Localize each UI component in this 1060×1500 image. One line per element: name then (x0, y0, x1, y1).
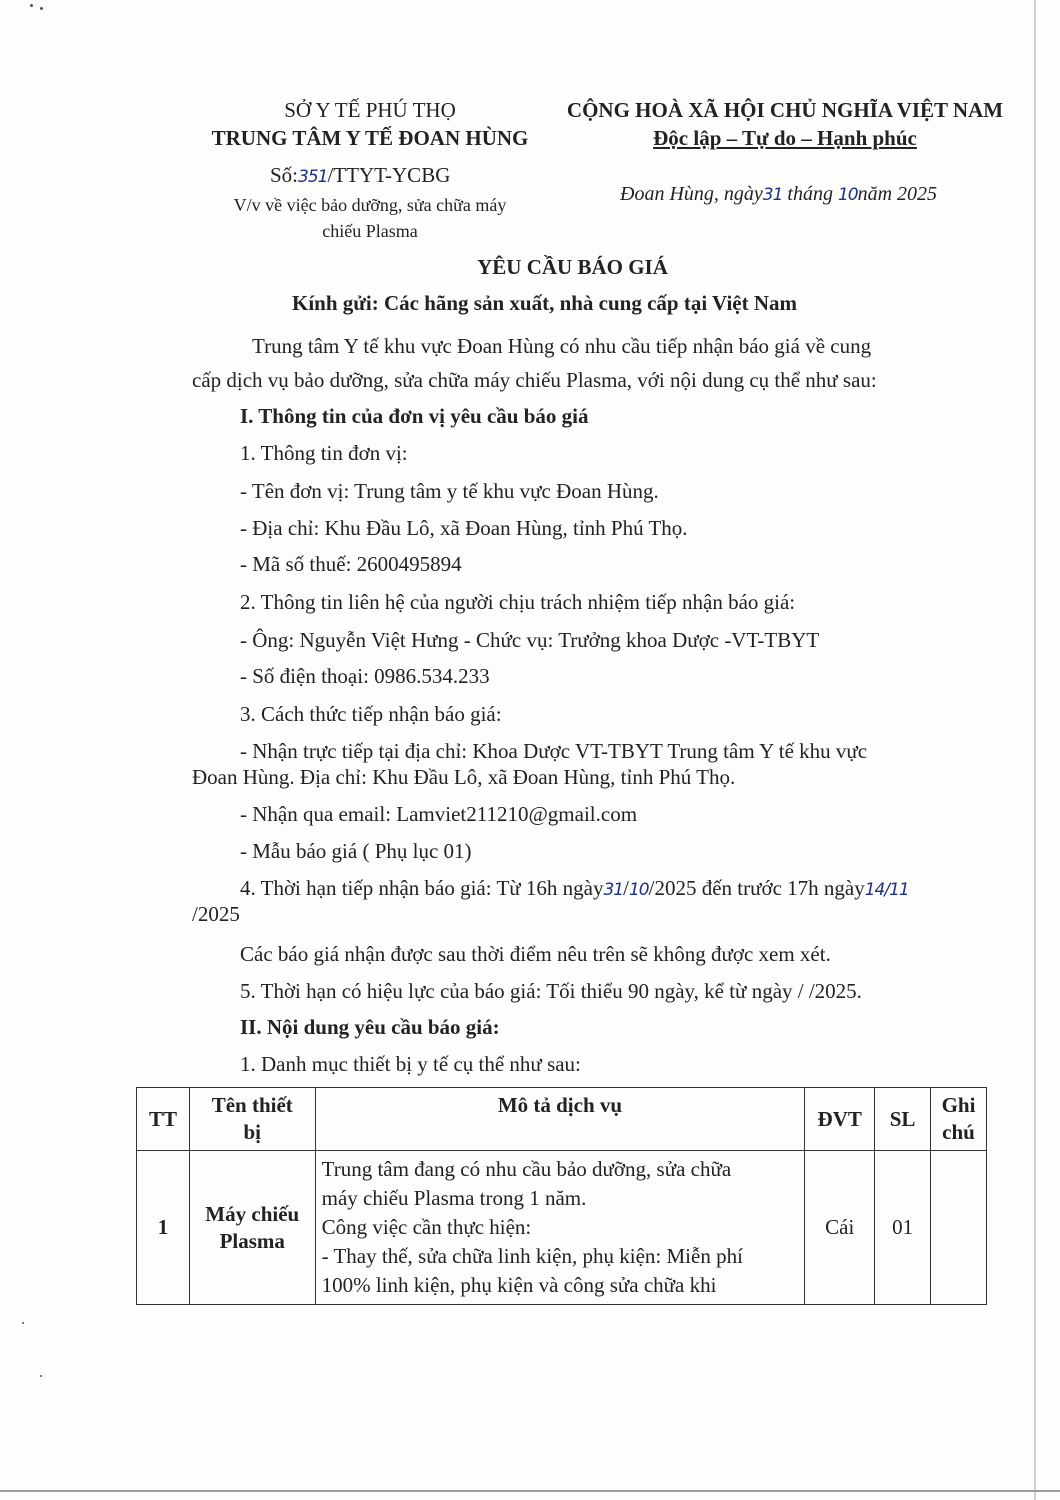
late-submission-note: Các báo giá nhận được sau thời điểm nêu trên sẽ không được xem xét. (240, 942, 831, 966)
row-description (315, 1151, 805, 1305)
date-mid: tháng (782, 183, 838, 205)
scan-speck (22, 1322, 24, 1324)
header-description: Mô tả dịch vụ (315, 1088, 805, 1151)
table-row (137, 1151, 987, 1305)
date-day-handwritten: 31 (762, 185, 783, 205)
receipt-direct-line-2: Đoan Hùng. Địa chỉ: Khu Đầu Lô, xã Đoan Hùng, tỉnh Phú Thọ. (192, 765, 736, 789)
contact-heading: 2. Thông tin liên hệ của người chịu trách nhiệm tiếp nhận báo giá: (240, 590, 796, 614)
header-left (200, 96, 540, 152)
deadline-day-handwritten: 31 (603, 880, 624, 900)
number-handwritten: 351 (298, 167, 328, 187)
intro-line-1: Trung tâm Y tế khu vực Đoan Hùng có nhu cầu tiếp nhận báo giá về cung (252, 334, 872, 358)
receipt-email: - Nhận qua email: Lamviet211210@gmail.com (240, 802, 638, 826)
section-2-heading: II. Nội dung yêu cầu báo giá: (240, 1015, 500, 1039)
header-note: Ghi chú (931, 1088, 987, 1151)
unit-tax-code: - Mã số thuế: 2600495894 (240, 552, 462, 576)
document-title: YÊU CẦU BÁO GIÁ (477, 255, 668, 279)
receipt-method-heading: 3. Cách thức tiếp nhận báo giá: (240, 702, 502, 726)
number-prefix: Số: (270, 163, 299, 187)
unit-info-heading: 1. Thông tin đơn vị: (240, 441, 408, 465)
scan-speck (40, 1375, 42, 1377)
deadline-month-handwritten: 10 (628, 880, 649, 900)
header-right (550, 96, 1020, 152)
row-equipment-name: Máy chiếu Plasma (189, 1151, 315, 1305)
issue-date (620, 183, 937, 206)
document-subject (200, 192, 540, 244)
scan-edge-bottom (0, 1490, 1060, 1492)
date-suffix: năm 2025 (857, 183, 938, 205)
section-1-heading: I. Thông tin của đơn vị yêu cầu báo giá (240, 404, 589, 428)
intro-line-2: cấp dịch vụ bảo dưỡng, sửa chữa máy chiếu Plasma, với nội dung cụ thể như sau: (192, 368, 877, 392)
unit-name: - Tên đơn vị: Trung tâm y tế khu vực Đoan Hùng. (240, 479, 659, 503)
document-number (270, 163, 450, 188)
contact-phone: - Số điện thoại: 0986.534.233 (240, 664, 490, 688)
receipt-deadline: 4. Thời hạn tiếp nhận báo giá: Từ 16h ngày31/10/2025 đến trước 17h ngày14/11 (240, 876, 909, 900)
header-unit: ĐVT (805, 1088, 875, 1151)
national-title: CỘNG HOÀ XÃ HỘI CHỦ NGHĨA VIỆT NAM (566, 98, 1004, 122)
subject-line-1: V/v về việc bảo dưỡng, sửa chữa máy (233, 195, 507, 215)
description-line: - Thay thế, sửa chữa linh kiện, phụ kiện: Miễn phí (321, 1244, 743, 1268)
description-line: máy chiếu Plasma trong 1 năm. (321, 1186, 587, 1210)
scan-edge-right (1034, 0, 1036, 1500)
contact-person: - Ông: Nguyễn Việt Hưng - Chức vụ: Trưởng khoa Dược -VT-TBYT (240, 628, 820, 652)
row-unit: Cái (805, 1151, 875, 1305)
quote-validity: 5. Thời hạn có hiệu lực của báo giá: Tối thiểu 90 ngày, kể từ ngày / /2025. (240, 979, 862, 1003)
description-line: 100% linh kiện, phụ kiện và công sửa chữa khi (321, 1273, 717, 1297)
issuing-organization: TRUNG TÂM Y TẾ ĐOAN HÙNG (211, 126, 529, 150)
row-note (931, 1151, 987, 1305)
date-month-handwritten: 10 (837, 185, 858, 205)
row-tt: 1 (137, 1151, 190, 1305)
equipment-list-heading: 1. Danh mục thiết bị y tế cụ thể như sau: (240, 1052, 581, 1076)
subject-line-2: chiếu Plasma (322, 221, 418, 241)
date-prefix: Đoan Hùng, ngày (620, 183, 763, 205)
table-header-row (137, 1088, 987, 1151)
equipment-table (136, 1087, 987, 1305)
national-motto: Độc lập – Tự do – Hạnh phúc (653, 126, 917, 150)
recipient-line: Kính gửi: Các hãng sản xuất, nhà cung cấp tại Việt Nam (292, 291, 798, 315)
header-equipment-name: Tên thiết bị (189, 1088, 315, 1151)
receipt-deadline-line-2: /2025 (192, 902, 240, 926)
issuing-department: SỞ Y TẾ PHÚ THỌ (284, 98, 456, 122)
header-tt: TT (137, 1088, 190, 1151)
receipt-direct-line-1: - Nhận trực tiếp tại địa chỉ: Khoa Dược VT-TBYT Trung tâm Y tế khu vực (240, 739, 868, 763)
row-quantity: 01 (875, 1151, 931, 1305)
scan-speck (30, 4, 33, 7)
description-line: Công việc cần thực hiện: (321, 1215, 532, 1239)
scan-speck (40, 7, 43, 10)
deadline-end-handwritten: 14/11 (864, 880, 909, 900)
description-line: Trung tâm đang có nhu cầu bảo dưỡng, sửa chữa (321, 1157, 732, 1181)
quote-form: - Mẫu báo giá ( Phụ lục 01) (240, 839, 472, 863)
header-quantity: SL (875, 1088, 931, 1151)
unit-address: - Địa chỉ: Khu Đầu Lô, xã Đoan Hùng, tỉnh Phú Thọ. (240, 516, 688, 540)
number-suffix: /TTYT-YCBG (327, 163, 451, 187)
